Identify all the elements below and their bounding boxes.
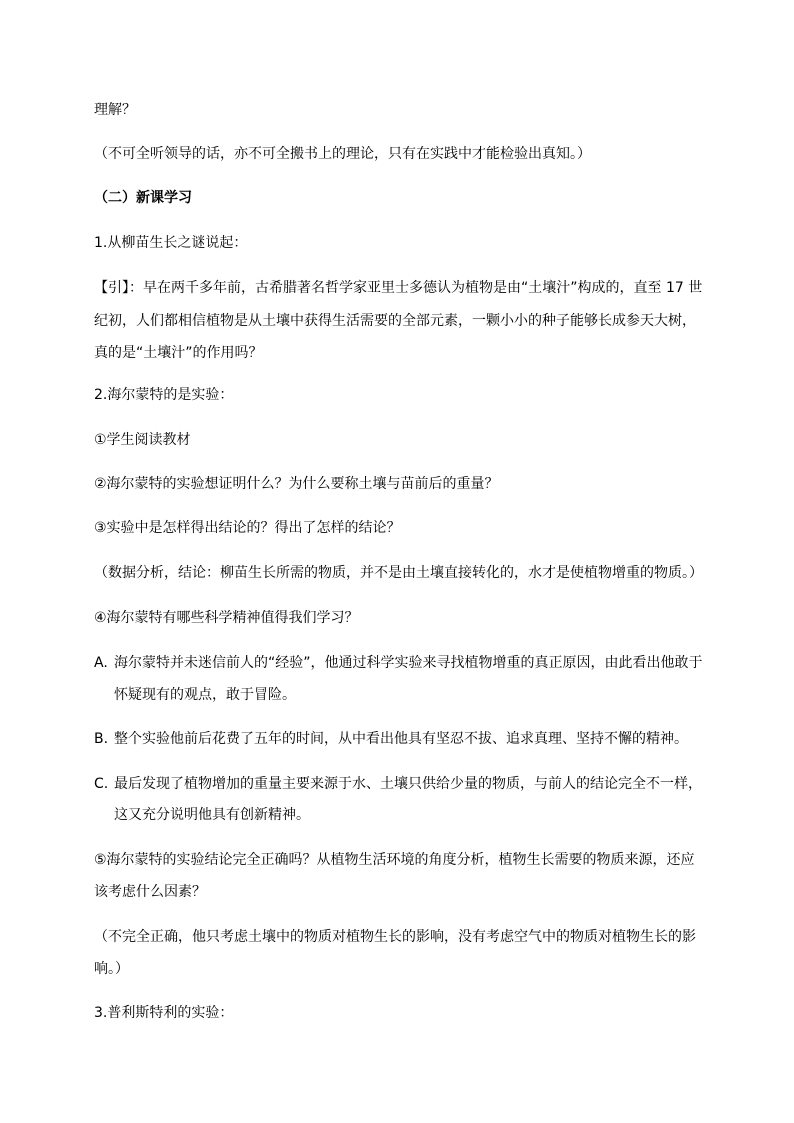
list-item: ④海尔蒙特有哪些科学精神值得我们学习？ — [94, 610, 359, 626]
text-line: （不完全正确，他只考虑土壤中的物质对植物生长的影响，没有考虑空气中的物质对植物生长的影 — [94, 929, 696, 945]
text-line: （不可全听领导的话，亦不可全搬书上的理论，只有在实践中才能检验出真知。） — [94, 146, 591, 162]
option-b — [94, 729, 688, 749]
option-marker: B. — [94, 731, 109, 747]
list-item: ⑤海尔蒙特的实验结论完全正确吗？从植物生活环境的角度分析，植物生长需要的物质来源，还应 — [94, 852, 695, 868]
text-line: 该考虑什么因素？ — [94, 884, 206, 900]
option-text: 海尔蒙特并未迷信前人的“经验”，他通过科学实验来寻找植物增重的真正原因，由此看出他敢于 — [114, 655, 703, 671]
option-marker: A. — [94, 655, 108, 671]
option-text: 最后发现了植物增加的重量主要来源于水、土壤只供给少量的物质，与前人的结论完全不一样， — [114, 776, 702, 792]
text-line: （数据分析，结论：柳苗生长所需的物质，并不是由土壤直接转化的，水才是使植物增重的物质。） — [94, 565, 703, 581]
option-text-continued: 怀疑现有的观点，敢于冒险。 — [114, 687, 296, 703]
option-c — [94, 774, 702, 794]
subsection-heading: 2.海尔蒙特的是实验： — [94, 387, 234, 403]
list-item: ③实验中是怎样得出结论的？得出了怎样的结论？ — [94, 520, 401, 536]
option-text: 整个实验他前后花费了五年的时间，从中看出他具有坚忍不拔、追求真理、坚持不懈的精神。 — [114, 731, 688, 747]
option-text-continued: 这又充分说明他具有创新精神。 — [114, 807, 310, 823]
option-a — [94, 653, 703, 673]
text-line: 响。） — [94, 961, 129, 977]
subsection-heading: 3.普利斯特利的实验： — [94, 1005, 234, 1021]
section-heading: （二）新课学习 — [94, 190, 192, 206]
text-line: 【引】：早在两千多年前，古希腊著名哲学家亚里士多德认为植物是由“土壤汁”构成的，直至 17 世 — [94, 280, 703, 296]
text-line: 纪初，人们都相信植物是从土壤中获得生活需要的全部元素，一颗小小的种子能够长成参天大树， — [94, 313, 696, 329]
text-line: 真的是“土壤汁”的作用吗？ — [94, 345, 263, 361]
subsection-heading: 1.从柳苗生长之谜说起： — [94, 235, 248, 251]
text-line: 理解？ — [94, 102, 136, 118]
list-item: ①学生阅读教材 — [94, 432, 191, 448]
list-item: ②海尔蒙特的实验想证明什么？为什么要称土壤与苗前后的重量？ — [94, 476, 499, 492]
option-marker: C. — [94, 776, 109, 792]
